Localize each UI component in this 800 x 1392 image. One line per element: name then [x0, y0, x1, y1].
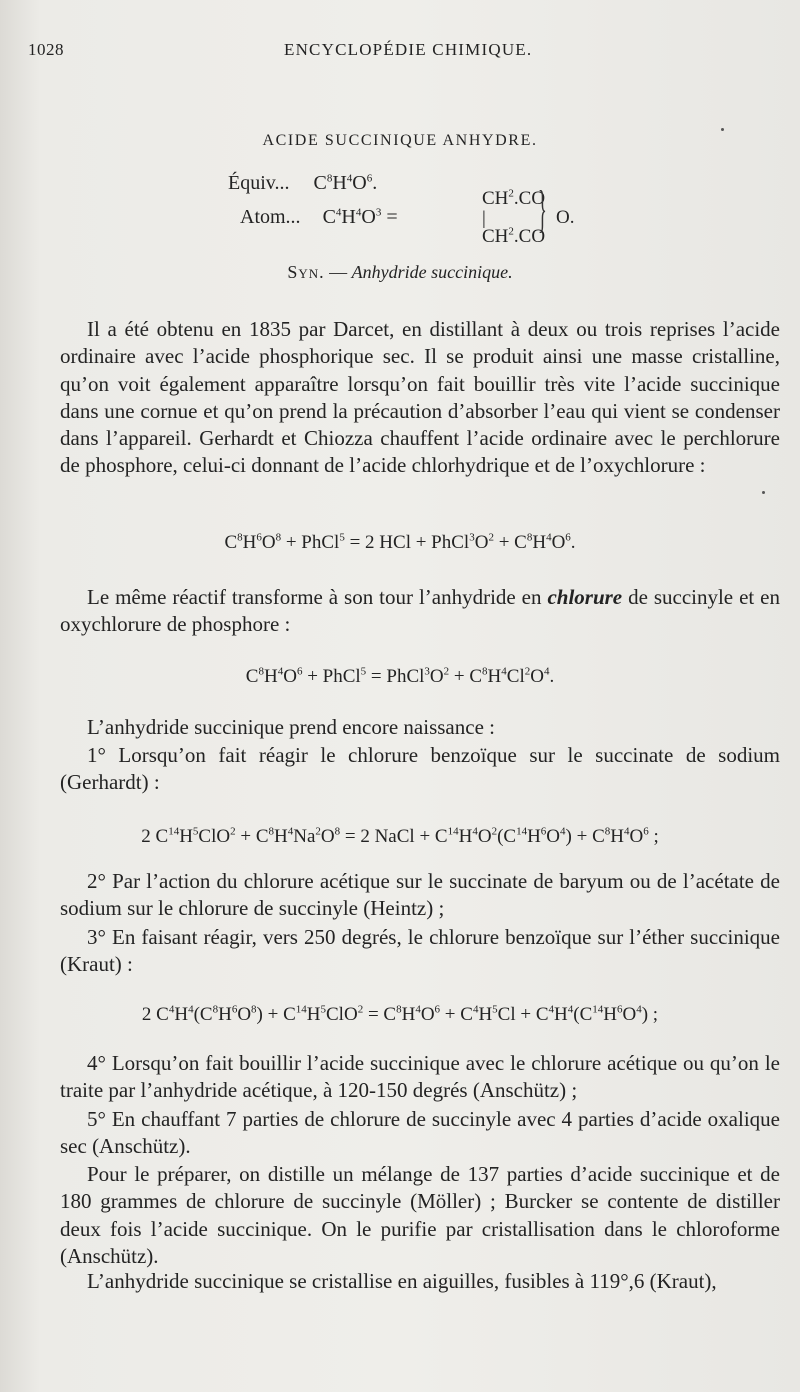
- paragraph-method-3: 3° En faisant réagir, vers 250 degrés, le chlorure benzoïque sur l’éther succinique (Kraut) :: [60, 925, 780, 977]
- paragraph-method-5: 5° En chauffant 7 parties de chlorure de succinyle avec 4 parties d’acide oxalique sec (Anschütz).: [60, 1107, 780, 1159]
- synonym-label: Syn.: [287, 262, 325, 282]
- equation-4: 2 $C^4H^4(C^8H^6O^8) + C^{14}H^5ClO^2 = C^8H^4O^6 + C^4H^5Cl + C^4H^4(C^{14}H^6O^4)$ ;: [141, 1003, 659, 1025]
- synonym-dash: —: [329, 262, 348, 282]
- equation-3: 2 $C^{14}H^5ClO^2 + C^8H^4Na^2O^8 = 2$ NaCl + $C^{14}H^4O^2(C^{14}H^6O^4) + C^8H^4O^6$ ;: [141, 825, 659, 847]
- synonym-value: Anhydride succinique.: [351, 262, 513, 282]
- atom-label: Atom...: [240, 206, 301, 228]
- atom-formula-line: [240, 206, 398, 229]
- page-number: 1028: [28, 40, 64, 59]
- structure-bottom: $CH^2.CO$: [482, 225, 546, 247]
- equiv-formula: $C^8H^4O^6$.: [313, 172, 378, 194]
- running-title: ENCYCLOPÉDIE CHIMIQUE.: [284, 40, 533, 59]
- structure-brace: }: [538, 181, 547, 238]
- equiv-formula-line: [228, 172, 377, 195]
- structure-oxygen: O.: [556, 207, 575, 228]
- paragraph-crystals: L’anhydride succinique se cristallise en aiguilles, fusibles à 119°,6 (Kraut),: [87, 1269, 717, 1293]
- paragraph-chlorure-part2: de succinyle et en oxychlorure de phosphore :: [60, 585, 780, 637]
- paragraph-chlorure: [60, 584, 780, 639]
- paragraph-history: Il a été obtenu en 1835 par Darcet, en distillant à deux ou trois reprises l’acide ordinaire avec l’acide phosphorique sec. Il se produit ainsi une masse cristalline, qu’on voit également apparaître lorsqu’on fait bouillir très vite l’acide succinique dans une cornue et qu’on prend la précaution d’absorber l’eau qui vient se condenser dans l’appareil. Gerhardt et Chiozza chauffent l’acide ordinaire avec le perchlorure de phosphore, celui-ci donnant de l’acide chlorhydrique et de l’oxychlorure :: [60, 317, 780, 478]
- equation-1: $C^8H^6O^8$ + PhCl$^5$ = 2 HCl + $PhCl^3O^2 + C^8H^4O^6$.: [224, 531, 576, 553]
- scan-speck: [721, 128, 724, 131]
- atom-formula: $C^4H^4O^3$ =: [322, 206, 398, 228]
- paragraph-method-4: 4° Lorsqu’on fait bouillir l’acide succinique avec le chlorure acétique ou qu’on le traite par l’anhydride acétique, à 120-150 degrés (Anschütz) ;: [60, 1051, 780, 1103]
- scan-speck: [762, 491, 765, 494]
- running-header: [0, 40, 800, 64]
- paragraph-chlorure-emphasis: chlorure: [547, 585, 623, 609]
- paragraph-chlorure-part1: Le même réactif transforme à son tour l’anhydride en: [87, 585, 548, 609]
- paragraph-naissance: L’anhydride succinique prend encore naissance :: [87, 715, 495, 739]
- structure-bond: |: [482, 208, 486, 229]
- synonym-line: [0, 262, 800, 283]
- paragraph-method-1: 1° Lorsqu’on fait réagir le chlorure benzoïque sur le succinate de sodium (Gerhardt) :: [60, 743, 780, 795]
- equiv-label: Équiv...: [228, 172, 290, 194]
- paragraph-preparation: Pour le préparer, on distille un mélange de 137 parties d’acide succinique et de 180 grammes de chlorure de succinyle (Möller) ; Burcker se contente de distiller deux fois l’acide succinique. On le purifie par cristallisation dans le chloroforme (Anschütz).: [60, 1162, 780, 1268]
- structure-top: $CH^2.CO$: [482, 187, 546, 209]
- paragraph-method-2: 2° Par l’action du chlorure acétique sur le succinate de baryum ou de l’acétate de sodium sur le chlorure de succinyle (Heintz) ;: [60, 869, 780, 921]
- section-title: ACIDE SUCCINIQUE ANHYDRE.: [262, 132, 538, 149]
- equation-2: $C^8H^4O^6$ + PhCl$^5$ = $PhCl^3O^2 + C^8H^4Cl^2O^4$.: [245, 665, 555, 687]
